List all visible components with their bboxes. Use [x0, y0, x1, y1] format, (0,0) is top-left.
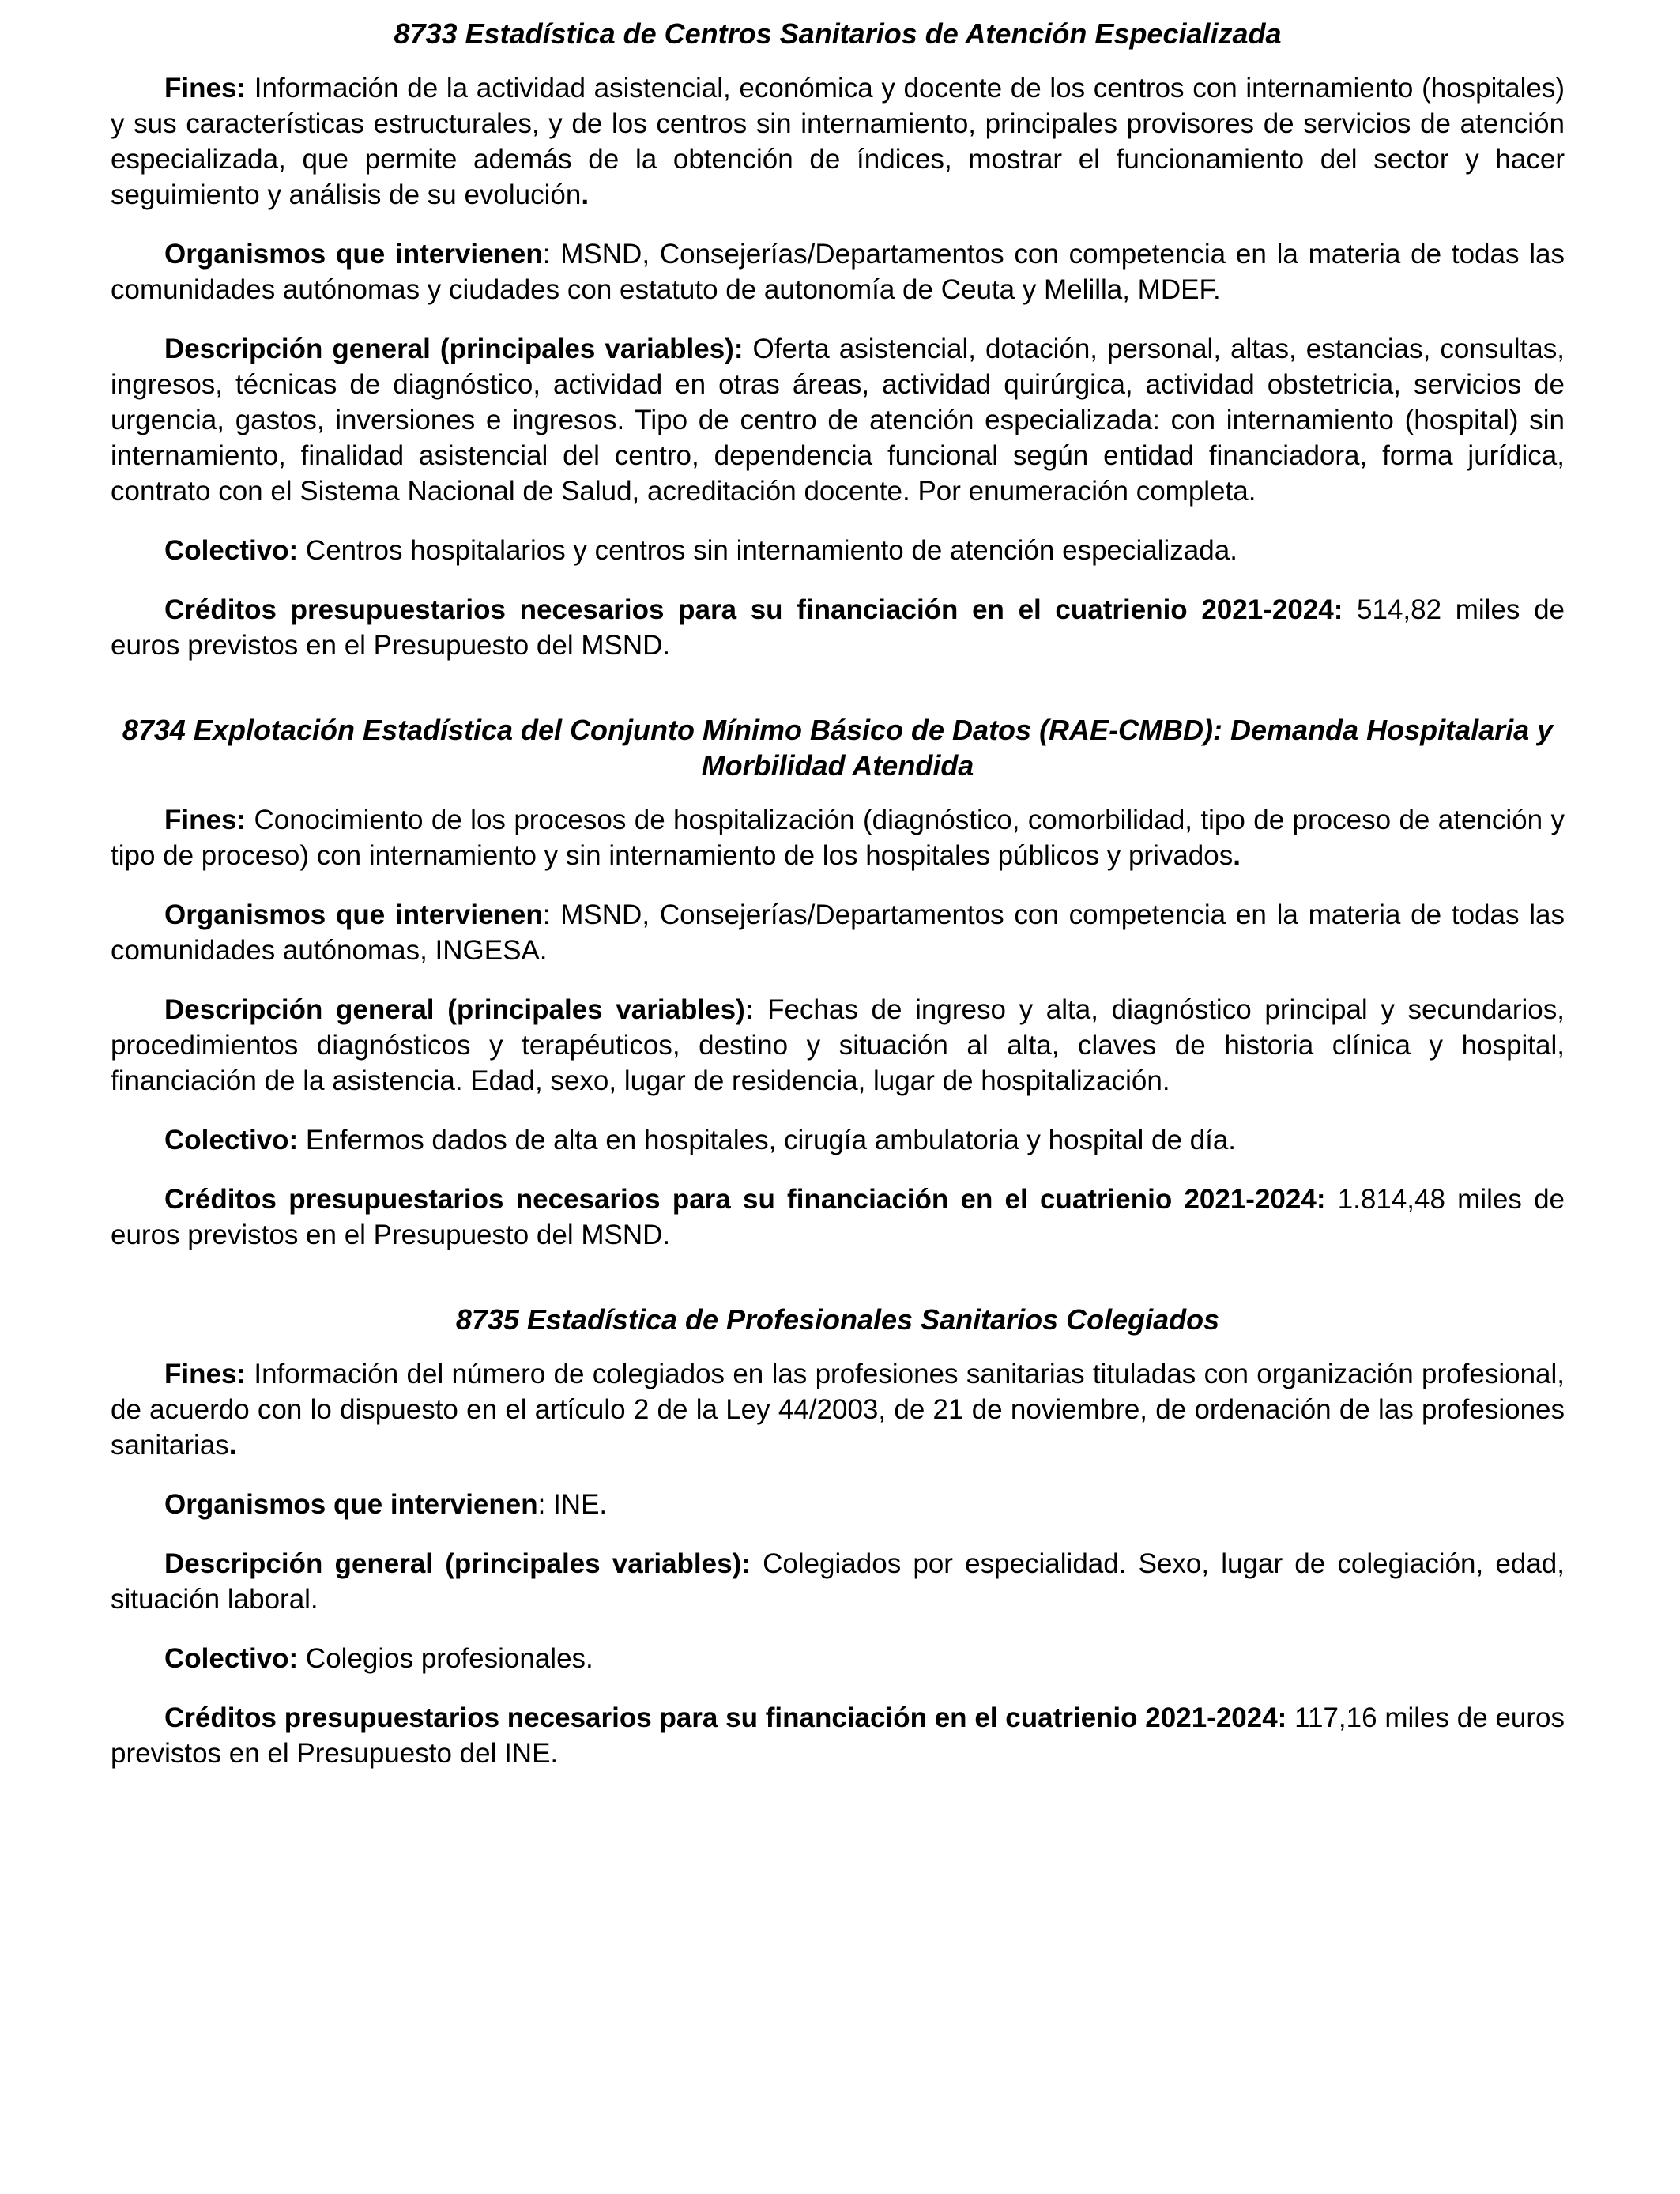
section-8735 — [111, 1302, 1565, 1771]
organismos-label: Organismos que intervienen — [164, 899, 543, 930]
creditos-paragraph — [111, 1182, 1565, 1253]
fines-label: Fines: — [164, 1359, 247, 1389]
colectivo-text: Enfermos dados de alta en hospitales, cirugía ambulatoria y hospital de día. — [298, 1125, 1237, 1155]
section-title: 8735 Estadística de Profesionales Sanitarios Colegiados — [455, 1303, 1220, 1336]
creditos-label: Créditos presupuestarios necesarios para su financiación en el cuatrienio 2021-2024: — [164, 1702, 1287, 1733]
creditos-label: Créditos presupuestarios necesarios para su financiación en el cuatrienio 2021-2024: — [164, 1184, 1326, 1215]
descripcion-text: Oferta asistencial, dotación, personal, altas, estancias, consultas, ingresos, técnicas de diagnóstico, actividad en otras áreas, actividad quirúrgica, actividad obstetricia, servicios de urgencia, gastos, inversiones e ingresos. Tipo de centro de atención especializada: con internamiento (hospital) sin internamiento, finalidad asistencial del centro, dependencia funcional según entidad financiadora, forma jurídica, contrato con el Sistema Nacional de Salud, acreditación docente. Por enumeración completa. — [111, 334, 1565, 507]
descripcion-paragraph — [111, 992, 1565, 1099]
creditos-paragraph — [111, 592, 1565, 663]
fines-text: Información del número de colegiados en las profesiones sanitarias tituladas con organización profesional, de acuerdo con lo dispuesto en el artículo 2 de la Ley 44/2003, de 21 de noviembre, de ordenación de las profesiones sanitarias — [111, 1359, 1565, 1461]
colectivo-label: Colectivo: — [164, 1125, 299, 1155]
descripcion-label: Descripción general (principales variables): — [164, 334, 744, 364]
creditos-label: Créditos presupuestarios necesarios para su financiación en el cuatrienio 2021-2024: — [164, 594, 1343, 625]
creditos-text: 117,16 miles de euros previstos en el Presupuesto del INE. — [111, 1702, 1565, 1769]
colectivo-label: Colectivo: — [164, 535, 299, 566]
organismos-paragraph — [111, 236, 1565, 307]
descripcion-text: Colegiados por especialidad. Sexo, lugar de colegiación, edad, situación laboral. — [111, 1548, 1565, 1615]
creditos-paragraph — [111, 1700, 1565, 1771]
fines-label: Fines: — [164, 805, 247, 835]
organismos-paragraph — [111, 1487, 1565, 1522]
organismos-text: : MSND, Consejerías/Departamentos con competencia en la materia de todas las comunidades autónomas y ciudades con estatuto de autonomía de Ceuta y Melilla, MDEF. — [111, 239, 1565, 305]
fines-paragraph — [111, 802, 1565, 873]
organismos-label: Organismos que intervienen — [164, 239, 543, 270]
colectivo-text: Centros hospitalarios y centros sin internamiento de atención especializada. — [298, 535, 1237, 566]
fines-text: Conocimiento de los procesos de hospitalización (diagnóstico, comorbilidad, tipo de proceso de atención y tipo de proceso) con internamiento y sin internamiento de los hospitales públicos y privados — [111, 805, 1565, 871]
fines-label: Fines: — [164, 73, 247, 104]
fines-end: . — [1233, 840, 1241, 871]
fines-paragraph — [111, 1356, 1565, 1463]
fines-text: Información de la actividad asistencial, económica y docente de los centros con internamiento (hospitales) y sus características estructurales, y de los centros sin internamiento, principales provisores de servicios de atención especializada, que permite además de la obtención de índices, mostrar el funcionamiento del sector y hacer seguimiento y análisis de su evolución — [111, 73, 1565, 210]
descripcion-text: Fechas de ingreso y alta, diagnóstico principal y secundarios, procedimientos diagnósticos y terapéuticos, destino y situación al alta, claves de historia clínica y hospital, financiación de la asistencia. Edad, sexo, lugar de residencia, lugar de hospitalización. — [111, 994, 1565, 1096]
section-8734 — [111, 712, 1565, 1253]
organismos-label: Organismos que intervienen — [164, 1489, 538, 1520]
colectivo-label: Colectivo: — [164, 1643, 299, 1674]
section-title: 8733 Estadística de Centros Sanitarios de Atención Especializada — [394, 17, 1282, 50]
colectivo-paragraph — [111, 1122, 1565, 1158]
organismos-text: : INE. — [537, 1489, 608, 1520]
descripcion-paragraph — [111, 331, 1565, 509]
colectivo-paragraph — [111, 533, 1565, 568]
fines-paragraph — [111, 70, 1565, 213]
descripcion-paragraph — [111, 1546, 1565, 1617]
colectivo-text: Colegios profesionales. — [298, 1643, 593, 1674]
fines-end: . — [581, 179, 590, 210]
organismos-text: : MSND, Consejerías/Departamentos con competencia en la materia de todas las comunidades autónomas, INGESA. — [111, 899, 1565, 966]
document-page — [111, 16, 1565, 1771]
creditos-text: 1.814,48 miles de euros previstos en el Presupuesto del MSND. — [111, 1184, 1565, 1250]
organismos-paragraph — [111, 897, 1565, 968]
fines-end: . — [228, 1430, 237, 1461]
descripcion-label: Descripción general (principales variables): — [164, 1548, 751, 1579]
creditos-text: 514,82 miles de euros previstos en el Presupuesto del MSND. — [111, 594, 1565, 661]
descripcion-label: Descripción general (principales variables): — [164, 994, 755, 1025]
section-title: 8734 Explotación Estadística del Conjunto Mínimo Básico de Datos (RAE-CMBD): Demanda Hospitalaria y Morbilidad Atendida — [122, 714, 1554, 782]
colectivo-paragraph — [111, 1641, 1565, 1676]
section-8733 — [111, 16, 1565, 663]
